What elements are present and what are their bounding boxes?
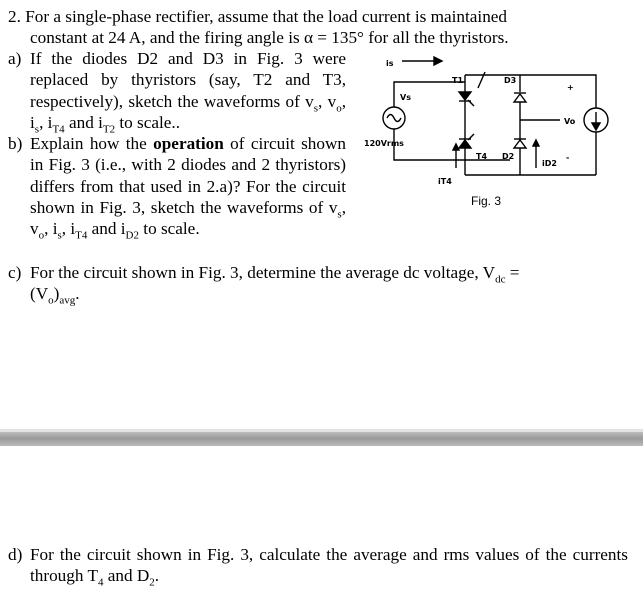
source-bottom-wire [394, 129, 510, 160]
label-vs: Vs [400, 93, 411, 102]
t4-symbol [459, 140, 471, 148]
is-arrow-head [434, 57, 442, 65]
operation-bold: operation [153, 134, 224, 153]
part-a-text: If the diodes D2 and D3 in Fig. 3 were replaced by thyristors (say, T2 and T3, respectively), sketch the waveforms of $v_s$, $v_o$, $i_s$, $i_{T4}$ and $i_{T2}$ to scale.. [30, 49, 347, 136]
question-number: 2. [8, 7, 21, 26]
sine-icon [387, 115, 401, 122]
d3-symbol [514, 94, 526, 102]
part-c-text: For the circuit shown in Fig. 3, determine the average dc voltage, $V_{dc}$ = $(V_o)_{avg}$. [30, 263, 520, 307]
part-b [8, 133, 346, 242]
part-d [8, 544, 628, 587]
part-c [8, 262, 628, 305]
label-t4: T4 [476, 152, 488, 161]
label-is: is [386, 59, 394, 68]
label-d3: D3 [504, 76, 517, 85]
question-line-1: For a single-phase rectifier, assume that the load current is maintained [25, 7, 508, 26]
part-c-label: c) [8, 263, 22, 282]
d2-symbol [514, 140, 526, 148]
part-a-label: a) [8, 49, 22, 68]
figure-caption: Fig. 3 [471, 194, 502, 208]
part-d-label: d) [8, 545, 23, 564]
label-it4: iT4 [438, 177, 452, 186]
label-d2: D2 [502, 152, 515, 161]
question-line-2: constant at 24 A, and the firing angle is α = 135° for all the thyristors. [30, 28, 509, 48]
output-top-wire [520, 75, 596, 108]
part-b-label: b) [8, 134, 23, 153]
label-vo: Vo [564, 117, 576, 126]
part-a [8, 48, 347, 136]
label-minus: - [566, 153, 570, 162]
figure-3 [360, 50, 622, 240]
part-d-text: For the circuit shown in Fig. 3, calculate the average and rms values of the currents through $T_4$ and $D_2$. [30, 545, 628, 589]
page-separator-bar [0, 432, 643, 446]
label-id2: iD2 [542, 159, 557, 168]
question-header [8, 6, 628, 49]
t1-symbol [459, 92, 471, 100]
circuit-diagram [360, 50, 622, 240]
label-t1: T1 [452, 76, 464, 85]
label-plus: + [567, 83, 574, 92]
label-source: 120Vrms [364, 139, 404, 148]
part-b-text: Explain how the operation of circuit shown in Fig. 3 (i.e., with 2 diodes and 2 thyristors) differs from that used in 2.a)? For the circuit shown in Fig. 3, sketch the waveforms of $v_s$, $v_o$, $i_s$, $i_{T4}$ and $i_{D2}$ to scale. [30, 134, 346, 242]
